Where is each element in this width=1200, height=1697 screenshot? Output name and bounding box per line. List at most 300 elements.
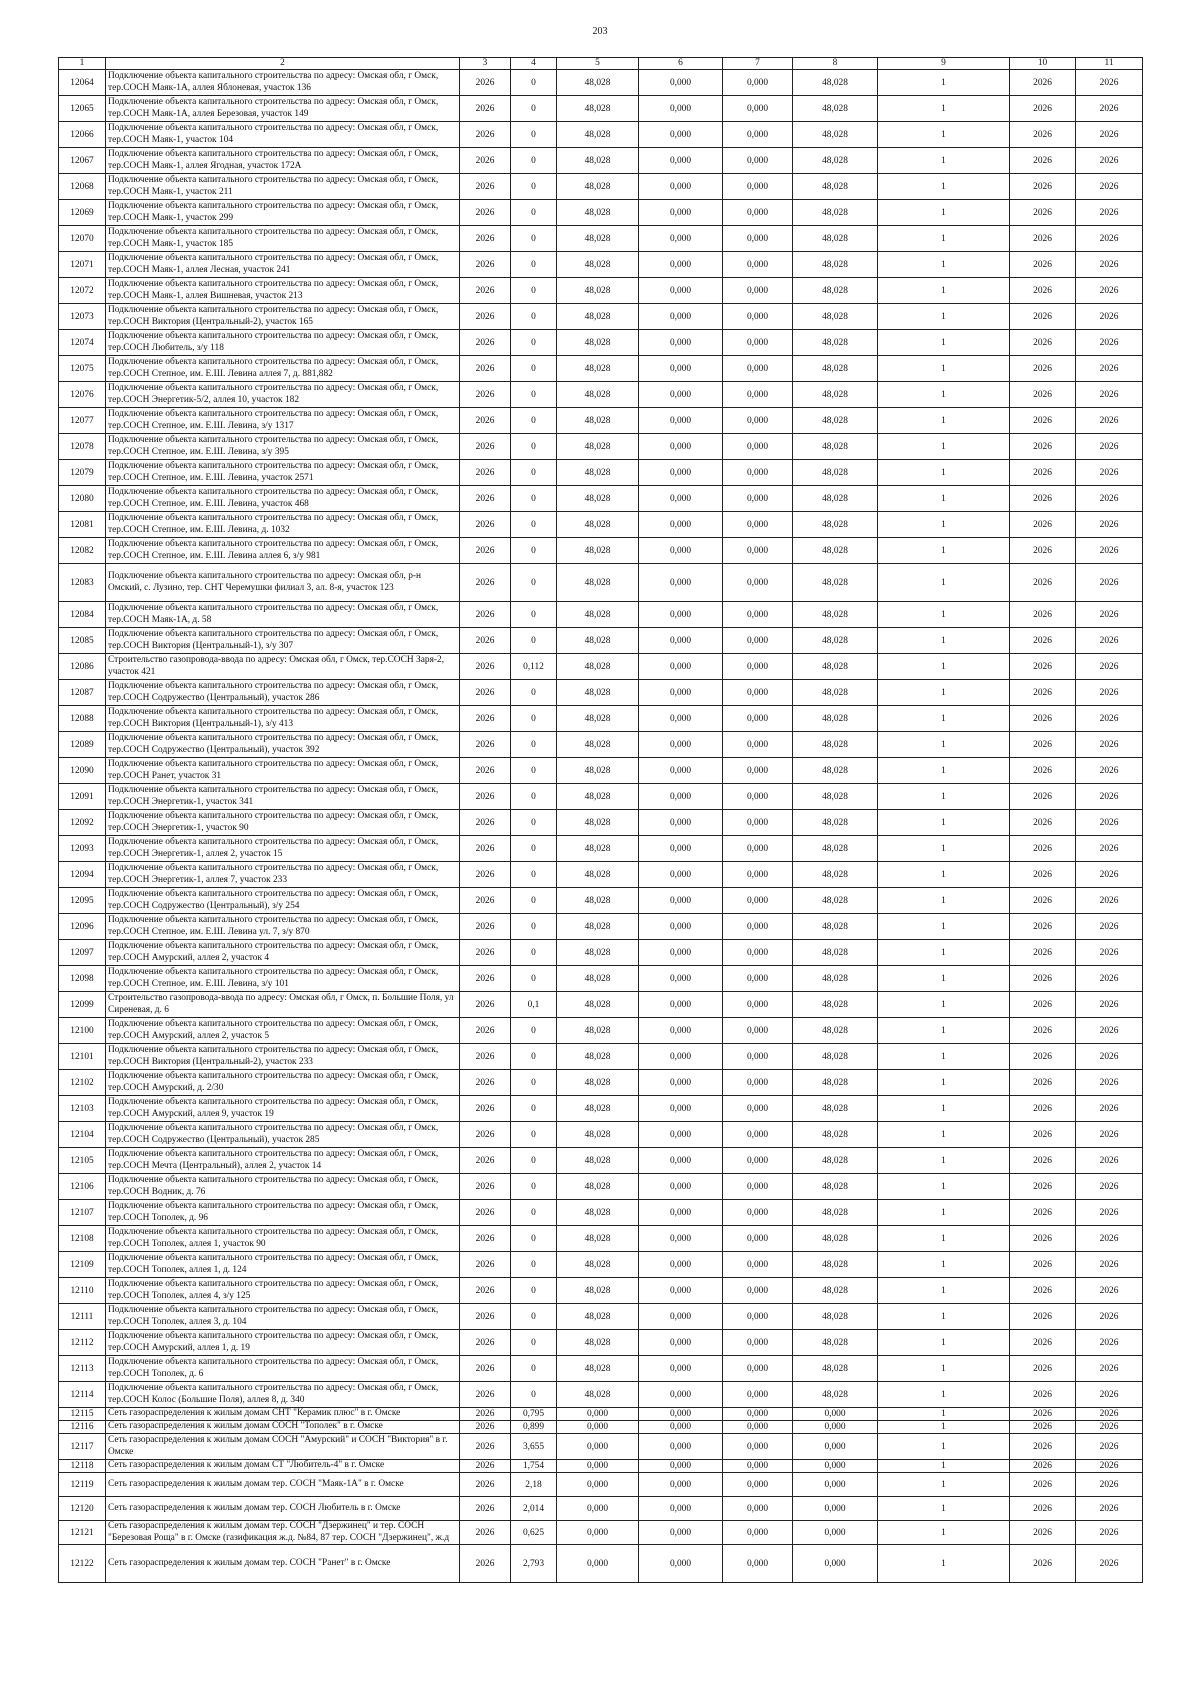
table-cell: 48,028 xyxy=(793,252,878,278)
description-cell: Подключение объекта капитального строительства по адресу: Омская обл, г Омск, тер.СОСН Содружество (Центральный), участок 286 xyxy=(106,680,460,706)
description-cell: Подключение объекта капитального строительства по адресу: Омская обл, г Омск, тер.СОСН Содружество (Центральный), участок 285 xyxy=(106,1122,460,1148)
table-cell: 2026 xyxy=(1076,1096,1143,1122)
table-cell: 0,000 xyxy=(723,758,793,784)
table-row xyxy=(59,602,1143,628)
table-cell: 0 xyxy=(511,408,557,434)
table-cell: 1 xyxy=(878,460,1010,486)
table-cell: 2026 xyxy=(1010,1356,1076,1382)
row-number-cell: 12082 xyxy=(59,538,106,564)
table-cell: 2026 xyxy=(1010,304,1076,330)
table-cell: 2026 xyxy=(1076,564,1143,602)
page-number: 203 xyxy=(592,26,608,37)
table-cell: 48,028 xyxy=(557,836,639,862)
table-cell: 0 xyxy=(511,1018,557,1044)
table-cell: 2026 xyxy=(1010,1304,1076,1330)
table-cell: 1 xyxy=(878,888,1010,914)
table-cell: 2026 xyxy=(460,628,511,654)
table-cell: 0,000 xyxy=(639,1044,723,1070)
table-cell: 0,899 xyxy=(511,1421,557,1434)
description-cell: Подключение объекта капитального строительства по адресу: Омская обл, г Омск, тер.СОСН Тополек, аллея 4, з/у 125 xyxy=(106,1278,460,1304)
table-cell: 0,1 xyxy=(511,992,557,1018)
table-cell: 2026 xyxy=(460,382,511,408)
table-cell: 48,028 xyxy=(557,784,639,810)
table-cell: 0 xyxy=(511,460,557,486)
table-cell: 2026 xyxy=(1076,330,1143,356)
table-row xyxy=(59,1304,1143,1330)
table-cell: 2026 xyxy=(1076,1252,1143,1278)
table-cell: 1 xyxy=(878,1252,1010,1278)
table-cell: 48,028 xyxy=(557,122,639,148)
table-cell: 2026 xyxy=(1076,732,1143,758)
table-cell: 0 xyxy=(511,966,557,992)
table-cell: 0 xyxy=(511,680,557,706)
table-cell: 0,000 xyxy=(723,70,793,96)
table-cell: 2026 xyxy=(460,1070,511,1096)
description-cell: Подключение объекта капитального строительства по адресу: Омская обл, г Омск, тер.СОСН Маяк-1, аллея Лесная, участок 241 xyxy=(106,252,460,278)
table-cell: 48,028 xyxy=(557,602,639,628)
table-cell: 0,000 xyxy=(639,784,723,810)
table-cell: 1 xyxy=(878,810,1010,836)
table-cell: 1 xyxy=(878,1200,1010,1226)
table-cell: 48,028 xyxy=(793,96,878,122)
description-cell: Подключение объекта капитального строительства по адресу: Омская обл, г Омск, тер.СОСН Тополек, д. 96 xyxy=(106,1200,460,1226)
table-cell: 1 xyxy=(878,1382,1010,1408)
table-cell: 2026 xyxy=(460,1434,511,1460)
table-cell: 48,028 xyxy=(557,304,639,330)
row-number-cell: 12077 xyxy=(59,408,106,434)
table-cell: 2026 xyxy=(460,1356,511,1382)
row-number-cell: 12069 xyxy=(59,200,106,226)
table-cell: 48,028 xyxy=(557,148,639,174)
table-cell: 0,000 xyxy=(639,486,723,512)
table-cell: 1 xyxy=(878,1497,1010,1521)
table-row xyxy=(59,628,1143,654)
table-cell: 48,028 xyxy=(557,1096,639,1122)
description-cell: Подключение объекта капитального строительства по адресу: Омская обл, г Омск, тер.СОСН Степное, им. Е.Ш. Левина, участок 468 xyxy=(106,486,460,512)
table-cell: 2026 xyxy=(1010,914,1076,940)
row-number-cell: 12102 xyxy=(59,1070,106,1096)
table-cell: 2026 xyxy=(1076,1356,1143,1382)
table-row xyxy=(59,226,1143,252)
row-number-cell: 12121 xyxy=(59,1521,106,1545)
table-cell: 2026 xyxy=(460,122,511,148)
row-number-cell: 12111 xyxy=(59,1304,106,1330)
table-row xyxy=(59,914,1143,940)
table-cell: 2026 xyxy=(460,992,511,1018)
table-cell: 48,028 xyxy=(557,1252,639,1278)
table-cell: 48,028 xyxy=(793,992,878,1018)
table-cell: 2026 xyxy=(1076,654,1143,680)
table-cell: 2026 xyxy=(1010,148,1076,174)
table-cell: 1 xyxy=(878,706,1010,732)
table-cell: 48,028 xyxy=(793,460,878,486)
table-cell: 1 xyxy=(878,1278,1010,1304)
table-cell: 1 xyxy=(878,1044,1010,1070)
row-number-cell: 12115 xyxy=(59,1408,106,1421)
table-cell: 0,000 xyxy=(639,680,723,706)
table-row xyxy=(59,1473,1143,1497)
table-cell: 0,000 xyxy=(723,1148,793,1174)
column-header: 3 xyxy=(460,58,511,70)
row-number-cell: 12112 xyxy=(59,1330,106,1356)
table-row xyxy=(59,836,1143,862)
table-cell: 0,000 xyxy=(639,732,723,758)
table-cell: 0,000 xyxy=(639,1252,723,1278)
table-cell: 2026 xyxy=(1076,914,1143,940)
table-cell: 2026 xyxy=(460,1304,511,1330)
table-cell: 0 xyxy=(511,382,557,408)
description-cell: Подключение объекта капитального строительства по адресу: Омская обл, г Омск, тер.СОСН Ранет, участок 31 xyxy=(106,758,460,784)
table-cell: 2026 xyxy=(1010,278,1076,304)
table-cell: 2026 xyxy=(1076,304,1143,330)
table-cell: 2026 xyxy=(1076,1304,1143,1330)
row-number-cell: 12118 xyxy=(59,1460,106,1473)
table-cell: 2026 xyxy=(1010,1545,1076,1583)
table-cell: 1 xyxy=(878,1096,1010,1122)
table-cell: 0,000 xyxy=(793,1434,878,1460)
table-cell: 0,112 xyxy=(511,654,557,680)
table-cell: 2026 xyxy=(1076,1497,1143,1521)
table-cell: 0,000 xyxy=(723,1382,793,1408)
table-cell: 1 xyxy=(878,1421,1010,1434)
table-cell: 2026 xyxy=(1076,1200,1143,1226)
table-row xyxy=(59,758,1143,784)
row-number-cell: 12122 xyxy=(59,1545,106,1583)
table-row xyxy=(59,70,1143,96)
table-cell: 2026 xyxy=(1010,434,1076,460)
table-cell: 2026 xyxy=(460,1252,511,1278)
row-number-cell: 12067 xyxy=(59,148,106,174)
table-cell: 0,000 xyxy=(639,628,723,654)
table-cell: 2026 xyxy=(460,1497,511,1521)
table-cell: 0,000 xyxy=(723,1497,793,1521)
table-cell: 0,000 xyxy=(639,174,723,200)
table-cell: 1 xyxy=(878,1070,1010,1096)
table-cell: 0,000 xyxy=(723,914,793,940)
table-cell: 0,000 xyxy=(723,654,793,680)
row-number-cell: 12109 xyxy=(59,1252,106,1278)
table-cell: 2026 xyxy=(1010,174,1076,200)
description-cell: Подключение объекта капитального строительства по адресу: Омская обл, г Омск, тер.СОСН Тополек, аллея 1, участок 90 xyxy=(106,1226,460,1252)
table-cell: 2026 xyxy=(1076,628,1143,654)
table-cell: 0,000 xyxy=(639,1330,723,1356)
table-cell: 2026 xyxy=(1010,1200,1076,1226)
table-cell: 0,000 xyxy=(639,602,723,628)
row-number-cell: 12070 xyxy=(59,226,106,252)
table-cell: 48,028 xyxy=(557,1278,639,1304)
table-cell: 0,000 xyxy=(557,1521,639,1545)
table-cell: 0,000 xyxy=(723,382,793,408)
table-cell: 2026 xyxy=(460,174,511,200)
table-cell: 48,028 xyxy=(557,1044,639,1070)
table-cell: 48,028 xyxy=(793,278,878,304)
table-cell: 2026 xyxy=(460,1473,511,1497)
table-cell: 2026 xyxy=(1076,226,1143,252)
table-cell: 2026 xyxy=(460,70,511,96)
table-cell: 1 xyxy=(878,680,1010,706)
table-cell: 48,028 xyxy=(793,1226,878,1252)
row-number-cell: 12079 xyxy=(59,460,106,486)
table-cell: 2026 xyxy=(460,564,511,602)
table-cell: 0,000 xyxy=(723,1304,793,1330)
table-cell: 48,028 xyxy=(557,706,639,732)
row-number-cell: 12068 xyxy=(59,174,106,200)
description-cell: Сеть газораспределения к жилым домам тер. СОСН Любитель в г. Омске xyxy=(106,1497,460,1521)
table-row xyxy=(59,1174,1143,1200)
row-number-cell: 12089 xyxy=(59,732,106,758)
table-cell: 2026 xyxy=(1010,1521,1076,1545)
table-cell: 0,795 xyxy=(511,1408,557,1421)
table-cell: 48,028 xyxy=(793,1330,878,1356)
table-row xyxy=(59,1200,1143,1226)
table-cell: 2026 xyxy=(1010,330,1076,356)
table-cell: 0,000 xyxy=(723,732,793,758)
table-cell: 48,028 xyxy=(557,1018,639,1044)
row-number-cell: 12119 xyxy=(59,1473,106,1497)
table-cell: 48,028 xyxy=(793,966,878,992)
table-cell: 0 xyxy=(511,602,557,628)
table-cell: 0,000 xyxy=(723,680,793,706)
row-number-cell: 12080 xyxy=(59,486,106,512)
table-cell: 0,000 xyxy=(639,940,723,966)
table-cell: 2026 xyxy=(1076,278,1143,304)
description-cell: Подключение объекта капитального строительства по адресу: Омская обл, г Омск, тер.СОСН Любитель, з/у 118 xyxy=(106,330,460,356)
table-cell: 2026 xyxy=(1076,888,1143,914)
table-row xyxy=(59,1545,1143,1583)
table-cell: 0,000 xyxy=(639,564,723,602)
table-cell: 2026 xyxy=(1010,654,1076,680)
table-cell: 0,000 xyxy=(723,1278,793,1304)
table-cell: 48,028 xyxy=(793,408,878,434)
row-number-cell: 12104 xyxy=(59,1122,106,1148)
table-cell: 48,028 xyxy=(793,1356,878,1382)
table-row xyxy=(59,966,1143,992)
description-cell: Сеть газораспределения к жилым домам тер. СОСН "Маяк-1А" в г. Омске xyxy=(106,1473,460,1497)
table-cell: 0,000 xyxy=(639,200,723,226)
table-cell: 48,028 xyxy=(557,1382,639,1408)
table-cell: 48,028 xyxy=(793,602,878,628)
table-cell: 2026 xyxy=(1076,602,1143,628)
table-cell: 48,028 xyxy=(557,564,639,602)
table-cell: 48,028 xyxy=(557,914,639,940)
description-cell: Подключение объекта капитального строительства по адресу: Омская обл, г Омск, тер.СОСН Водник, д. 76 xyxy=(106,1174,460,1200)
table-cell: 0,000 xyxy=(639,1018,723,1044)
table-cell: 0,000 xyxy=(639,70,723,96)
table-row xyxy=(59,1070,1143,1096)
table-cell: 0,000 xyxy=(557,1408,639,1421)
table-cell: 48,028 xyxy=(557,810,639,836)
table-cell: 2026 xyxy=(1010,226,1076,252)
table-cell: 2026 xyxy=(1010,888,1076,914)
row-number-cell: 12075 xyxy=(59,356,106,382)
table-cell: 2026 xyxy=(1076,174,1143,200)
table-cell: 0,000 xyxy=(639,1382,723,1408)
table-cell: 0,000 xyxy=(639,330,723,356)
row-number-cell: 12120 xyxy=(59,1497,106,1521)
table-cell: 0 xyxy=(511,914,557,940)
table-cell: 0,000 xyxy=(639,356,723,382)
description-cell: Подключение объекта капитального строительства по адресу: Омская обл, г Омск, тер.СОСН Степное, им. Е.Ш. Левина, участок 2571 xyxy=(106,460,460,486)
table-row xyxy=(59,1096,1143,1122)
table-cell: 1 xyxy=(878,992,1010,1018)
table-cell: 0,000 xyxy=(639,1148,723,1174)
table-cell: 0 xyxy=(511,148,557,174)
table-cell: 2026 xyxy=(1076,434,1143,460)
description-cell: Подключение объекта капитального строительства по адресу: Омская обл, г Омск, тер.СОСН Виктория (Центральный-1), з/у 413 xyxy=(106,706,460,732)
table-cell: 0 xyxy=(511,1252,557,1278)
table-cell: 2026 xyxy=(460,1521,511,1545)
table-cell: 1 xyxy=(878,654,1010,680)
table-cell: 48,028 xyxy=(557,1226,639,1252)
table-row xyxy=(59,148,1143,174)
table-cell: 0 xyxy=(511,434,557,460)
table-row xyxy=(59,278,1143,304)
table-row xyxy=(59,174,1143,200)
table-cell: 2026 xyxy=(460,1408,511,1421)
table-cell: 2026 xyxy=(1010,1460,1076,1473)
table-cell: 0,000 xyxy=(723,628,793,654)
table-cell: 2026 xyxy=(460,706,511,732)
table-cell: 2026 xyxy=(1010,1408,1076,1421)
table-cell: 1 xyxy=(878,434,1010,460)
table-cell: 0 xyxy=(511,96,557,122)
table-cell: 0,000 xyxy=(723,1122,793,1148)
table-cell: 0,000 xyxy=(723,1174,793,1200)
table-cell: 2026 xyxy=(1010,252,1076,278)
table-cell: 48,028 xyxy=(557,628,639,654)
table-cell: 48,028 xyxy=(793,758,878,784)
description-cell: Подключение объекта капитального строительства по адресу: Омская обл, г Омск, тер.СОСН Степное, им. Е.Ш. Левина, з/у 1317 xyxy=(106,408,460,434)
table-cell: 2026 xyxy=(460,148,511,174)
table-cell: 0,000 xyxy=(639,1521,723,1545)
table-cell: 0,000 xyxy=(639,914,723,940)
table-cell: 2026 xyxy=(460,330,511,356)
table-cell: 2,793 xyxy=(511,1545,557,1583)
table-cell: 0,625 xyxy=(511,1521,557,1545)
table-cell: 0,000 xyxy=(723,1096,793,1122)
table-cell: 0,000 xyxy=(723,888,793,914)
table-cell: 0,000 xyxy=(639,1460,723,1473)
description-cell: Подключение объекта капитального строительства по адресу: Омская обл, г Омск, тер.СОСН Амурский, д. 2/30 xyxy=(106,1070,460,1096)
table-cell: 0,000 xyxy=(557,1421,639,1434)
table-cell: 2026 xyxy=(460,486,511,512)
table-cell: 0 xyxy=(511,1382,557,1408)
table-cell: 0,000 xyxy=(723,1545,793,1583)
table-row xyxy=(59,330,1143,356)
table-cell: 3,655 xyxy=(511,1434,557,1460)
table-cell: 1 xyxy=(878,174,1010,200)
row-number-cell: 12107 xyxy=(59,1200,106,1226)
table-cell: 48,028 xyxy=(793,226,878,252)
table-cell: 2026 xyxy=(460,1460,511,1473)
table-cell: 2026 xyxy=(1076,1382,1143,1408)
table-cell: 2026 xyxy=(1010,1434,1076,1460)
row-number-cell: 12100 xyxy=(59,1018,106,1044)
table-row xyxy=(59,512,1143,538)
description-cell: Подключение объекта капитального строительства по адресу: Омская обл, г Омск, тер.СОСН Маяк-1А, аллея Яблоневая, участок 136 xyxy=(106,70,460,96)
table-cell: 2026 xyxy=(1076,1122,1143,1148)
table-cell: 48,028 xyxy=(557,1148,639,1174)
description-cell: Строительство газопровода-ввода по адресу: Омская обл, г Омск, тер.СОСН Заря-2, участок 421 xyxy=(106,654,460,680)
table-cell: 0 xyxy=(511,1356,557,1382)
table-cell: 2026 xyxy=(1076,512,1143,538)
table-cell: 48,028 xyxy=(793,654,878,680)
description-cell: Сеть газораспределения к жилым домам СНТ "Керамик плюс" в г. Омске xyxy=(106,1408,460,1421)
table-cell: 0,000 xyxy=(639,1070,723,1096)
table-cell: 2026 xyxy=(460,1330,511,1356)
table-cell: 2026 xyxy=(1076,810,1143,836)
table-cell: 0 xyxy=(511,1330,557,1356)
table-cell: 2026 xyxy=(460,1044,511,1070)
table-row xyxy=(59,784,1143,810)
row-number-cell: 12116 xyxy=(59,1421,106,1434)
table-cell: 2026 xyxy=(1010,758,1076,784)
table-cell: 0,000 xyxy=(639,122,723,148)
column-header: 1 xyxy=(59,58,106,70)
table-cell: 48,028 xyxy=(557,278,639,304)
table-cell: 48,028 xyxy=(793,888,878,914)
table-cell: 2026 xyxy=(1076,148,1143,174)
table-cell: 0,000 xyxy=(723,992,793,1018)
table-cell: 2026 xyxy=(1010,1226,1076,1252)
table-cell: 2026 xyxy=(1076,538,1143,564)
table-cell: 2026 xyxy=(460,356,511,382)
table-cell: 1 xyxy=(878,356,1010,382)
row-number-cell: 12091 xyxy=(59,784,106,810)
table-cell: 0,000 xyxy=(723,252,793,278)
description-cell: Подключение объекта капитального строительства по адресу: Омская обл, г Омск, тер.СОСН Виктория (Центральный-2), участок 165 xyxy=(106,304,460,330)
table-cell: 0 xyxy=(511,200,557,226)
table-cell: 0,000 xyxy=(723,602,793,628)
table-row xyxy=(59,356,1143,382)
table-body xyxy=(59,70,1143,1583)
table-cell: 0,000 xyxy=(723,122,793,148)
table-cell: 2026 xyxy=(1010,940,1076,966)
table-cell: 2026 xyxy=(460,810,511,836)
table-cell: 48,028 xyxy=(557,940,639,966)
table-cell: 0,000 xyxy=(723,564,793,602)
table-cell: 0,000 xyxy=(723,460,793,486)
table-cell: 2026 xyxy=(460,1174,511,1200)
table-cell: 2026 xyxy=(460,1421,511,1434)
table-header-row xyxy=(59,58,1143,70)
description-cell: Подключение объекта капитального строительства по адресу: Омская обл, г Омск, тер.СОСН Колос (Большие Поля), аллея 8, д. 340 xyxy=(106,1382,460,1408)
row-number-cell: 12110 xyxy=(59,1278,106,1304)
table-cell: 2026 xyxy=(460,888,511,914)
table-cell: 0 xyxy=(511,538,557,564)
column-header: 7 xyxy=(723,58,793,70)
table-cell: 2026 xyxy=(1010,706,1076,732)
table-cell: 1 xyxy=(878,1545,1010,1583)
table-cell: 0,000 xyxy=(639,1278,723,1304)
table-cell: 1 xyxy=(878,1148,1010,1174)
table-cell: 2026 xyxy=(1076,940,1143,966)
table-cell: 0,000 xyxy=(639,512,723,538)
table-cell: 0,000 xyxy=(723,1408,793,1421)
table-row xyxy=(59,1330,1143,1356)
table-cell: 48,028 xyxy=(557,862,639,888)
table-cell: 48,028 xyxy=(793,1174,878,1200)
table-cell: 48,028 xyxy=(793,1252,878,1278)
table-cell: 48,028 xyxy=(793,1122,878,1148)
table-cell: 2026 xyxy=(460,1382,511,1408)
table-cell: 2026 xyxy=(460,304,511,330)
table-cell: 0,000 xyxy=(723,784,793,810)
table-cell: 2026 xyxy=(1076,486,1143,512)
table-cell: 48,028 xyxy=(557,434,639,460)
table-cell: 2026 xyxy=(1076,1330,1143,1356)
table-cell: 1 xyxy=(878,408,1010,434)
